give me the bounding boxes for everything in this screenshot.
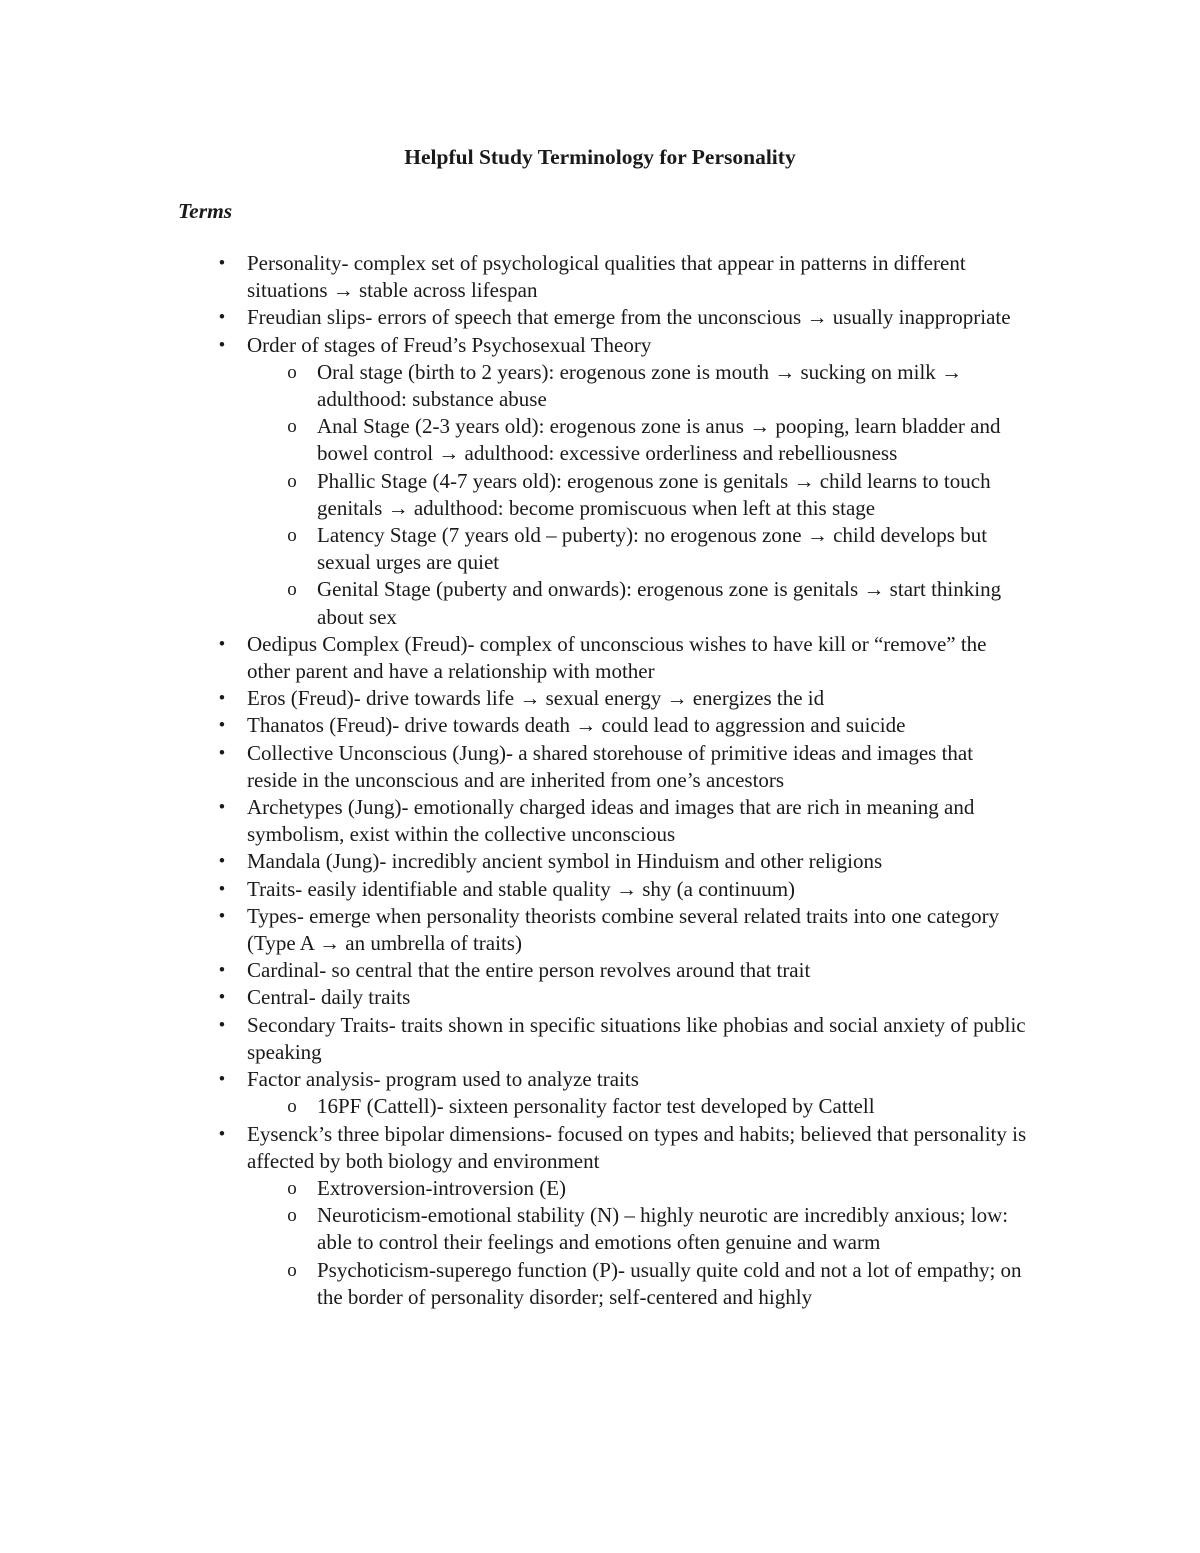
sub-bullet-marker: o: [287, 1259, 297, 1281]
list-item-text: Eysenck’s three bipolar dimensions- focused on types and habits; believed that personality is affected by both biology and environment: [247, 1121, 1027, 1173]
list-item: [0, 984, 1027, 1011]
sub-list-item: [0, 359, 1027, 413]
list-item-text: Neuroticism-emotional stability (N) – highly neurotic are incredibly anxious; low: able to control their feelings and emotions often genuine and warm: [317, 1203, 1009, 1255]
list-item: [0, 903, 1027, 957]
bullet-marker: •: [218, 1123, 226, 1145]
bullet-marker: •: [218, 253, 226, 274]
list-item-text: Anal Stage (2-3 years old): erogenous zone is anus → pooping, learn bladder and bowel control → adulthood: excessive orderliness and rebelliousness: [317, 414, 1001, 466]
list-item-text: Thanatos (Freud)- drive towards death → could lead to aggression and suicide: [247, 713, 906, 738]
list-item-text: Personality- complex set of psychological qualities that appear in patterns in different situations → stable across lifespan: [247, 251, 966, 303]
sub-list-item: [0, 1093, 1027, 1120]
sub-list-item: [0, 1257, 1027, 1311]
bullet-marker: •: [218, 307, 226, 329]
bullet-marker: •: [218, 334, 226, 356]
list-item-text: Freudian slips- errors of speech that emerge from the unconscious → usually inappropriate: [247, 305, 1011, 330]
list-item-text: Mandala (Jung)- incredibly ancient symbol in Hinduism and other religions: [247, 849, 883, 874]
list-item-text: Factor analysis- program used to analyze traits: [247, 1067, 639, 1092]
list-item: [0, 740, 1027, 794]
list-item-text: Phallic Stage (4-7 years old): erogenous zone is genitals → child learns to touch genitals → adulthood: become promiscuous when left at this stage: [317, 468, 991, 520]
list-item-text: Genital Stage (puberty and onwards): erogenous zone is genitals → start thinking about sex: [317, 577, 1002, 629]
list-item: [0, 957, 1027, 984]
bullet-marker: •: [218, 987, 226, 1009]
sub-bullet-marker: o: [287, 525, 297, 547]
sub-list-item: [0, 1175, 1027, 1202]
list-item: [0, 304, 1027, 331]
sub-list-item: [0, 522, 1027, 576]
sub-list-item: [0, 413, 1027, 467]
document-title: Helpful Study Terminology for Personality: [404, 145, 796, 169]
list-item-text: Latency Stage (7 years old – puberty): no erogenous zone → child develops but sexual urges are quiet: [317, 523, 988, 575]
list-item-text: Central- daily traits: [247, 985, 411, 1010]
sub-bullet-marker: o: [287, 1177, 297, 1199]
sub-list-item: [0, 576, 1027, 630]
list-item-text: Archetypes (Jung)- emotionally charged ideas and images that are rich in meaning and symbolism, exist within the collective unconscious: [247, 795, 975, 847]
list-item: [0, 250, 1027, 304]
terms-list: [0, 250, 1200, 1311]
list-item-text: 16PF (Cattell)- sixteen personality factor test developed by Cattell: [317, 1094, 875, 1119]
bullet-marker: •: [218, 797, 226, 819]
list-item-text: Types- emerge when personality theorists combine several related traits into one category (Type A → an umbrella of traits): [247, 903, 1000, 956]
sub-bullet-marker: o: [287, 1096, 297, 1118]
section-heading: Terms: [178, 199, 233, 223]
list-item: [0, 1121, 1027, 1175]
bullet-marker: •: [218, 633, 226, 655]
list-item: [0, 1066, 1027, 1093]
list-item-text: Psychoticism-superego function (P)- usually quite cold and not a lot of empathy; on the border of personality disorder; self-centered and highly: [317, 1257, 1022, 1309]
sub-bullet-marker: o: [287, 470, 297, 492]
sub-list-item: [0, 1202, 1027, 1256]
list-item-text: Secondary Traits- traits shown in specific situations like phobias and social anxiety of public speaking: [247, 1012, 1026, 1064]
list-item-text: Extroversion-introversion (E): [317, 1175, 567, 1200]
list-item-text: Oedipus Complex (Freud)- complex of unconscious wishes to have kill or “remove” the other parent and have a relationship with mother: [247, 631, 987, 684]
list-item: [0, 332, 1027, 359]
bullet-marker: •: [218, 715, 226, 737]
bullet-marker: •: [218, 1014, 226, 1036]
bullet-marker: •: [218, 878, 226, 900]
list-item: [0, 794, 1027, 848]
list-item-text: Collective Unconscious (Jung)- a shared storehouse of primitive ideas and images that reside in the unconscious and are inherited from one’s ancestors: [247, 740, 974, 792]
sub-bullet-marker: o: [287, 416, 297, 438]
list-item: [0, 848, 1027, 875]
bullet-marker: •: [218, 688, 226, 710]
sub-bullet-marker: o: [287, 361, 297, 383]
list-item-text: Eros (Freud)- drive towards life → sexual energy → energizes the id: [247, 686, 825, 711]
sub-list-item: [0, 468, 1027, 522]
list-item: [0, 685, 1027, 712]
list-item: [0, 712, 1027, 739]
list-item: [0, 1012, 1027, 1066]
bullet-marker: •: [218, 1069, 226, 1091]
bullet-marker: •: [218, 851, 226, 873]
sub-bullet-marker: o: [287, 579, 297, 601]
bullet-marker: •: [218, 960, 226, 982]
list-item-text: Traits- easily identifiable and stable quality → shy (a continuum): [247, 876, 796, 901]
list-item: [0, 631, 1027, 685]
list-item: [0, 876, 1027, 903]
list-item-text: Oral stage (birth to 2 years): erogenous zone is mouth → sucking on milk → adulthood: substance abuse: [317, 359, 963, 412]
list-item-text: Order of stages of Freud’s Psychosexual Theory: [247, 332, 652, 357]
bullet-marker: •: [218, 905, 226, 927]
sub-bullet-marker: o: [287, 1205, 297, 1227]
bullet-marker: •: [218, 742, 226, 764]
list-item-text: Cardinal- so central that the entire person revolves around that trait: [247, 958, 811, 983]
